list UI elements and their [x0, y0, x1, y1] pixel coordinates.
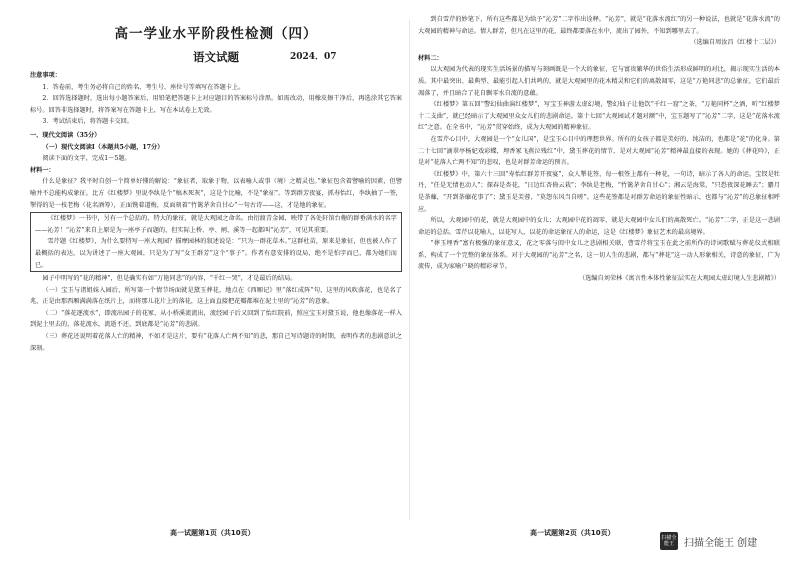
material-label: 材料一：	[30, 166, 55, 174]
notice-item: 2．回答选择题时，选出每小题答案后，用铅笔把答题卡上对应题目的答案标号涂黑。如需改动，用橡皮擦干净后，再选涂其它答案标号。回答非选择题时，将答案写在答题卡上，写在本试卷上无效。	[30, 95, 402, 114]
paragraph: （二）“落花逐流水”，即流出园子的花冢，从小桥溪流流出，流经园子后又回到了怡红院前，照应宝玉对黛玉说，他也像落花一样入到泥土里去的，落花流水，流逝不还，到底都是“沁芳”的悲剧。	[30, 309, 402, 329]
paragraph: 在雪芹心目中，大观园是一个“女儿国”，是宝玉心目中的理想世界。所有的女孩子都是美好的、纯洁的，也都是“花”的化身。第二十七回“滴翠亭杨妃戏彩蝶，埋香冢飞燕泣残红”中，黛玉葬花的情节，是对大观园“沁芳”精神最直接的表现。她的《葬花吟》，正是对“花落人亡两不知”的悲叹，也是对群芳命运的预言。	[418, 135, 780, 167]
source-note: （选编自周汝昌《红楼十二层》）	[690, 39, 780, 47]
paragraph: （一）宝玉与诸姐妹入园后，所写第一个情节场面就是黛玉葬花，地点在《西厢记》里“落红成阵”句，这里的风吹落花，也是名了兆，正是由那西厢满满落在纸片上，而将那儿花片上的落花，这上面直接把花瓣都堆在泥土里的“沁芳”的意象。	[30, 286, 402, 306]
watermark-text: 扫描全能王 创建	[684, 537, 758, 549]
notice-item: 3．考试结束后，将答题卡交回。	[42, 118, 133, 126]
notice-title: 注意事项：	[30, 72, 61, 79]
paragraph: 到自雪芹的妙笔下，所有这些都是为给予“沁芳”二字作出诠释。“沁芳”，就是“花落水流红”的另一种说法，也就是“花落水流”的大观园的精神与命运。情人群芳，但凡在这里的花，最终都要落在水中，流出了园外，不知到哪里去了。	[418, 16, 780, 35]
instruction: 阅读下面的文字，完成1～5题。	[42, 155, 131, 163]
paragraph: （三）葬花还说明着花落人亡的精神，不如才是这片，要有“花落人亡两不知”的悲，那自己写诗题诗的时期，表明作者的悲剧意识之深刻。	[30, 333, 402, 352]
paragraph: “葬玉埋香”富有极强的象征意义，花之零落与闺中女儿之悲剧相关联，曹雪芹将宝玉在此之前所作的诗词歌赋与葬花仪式相联系，构成了一个完整的象征体系。对于大观园的“沁芳”之名，这一切人生的悲剧，都与“葬花”这一动人形象相关，诗意的象征，广为流传，成为家喻户晓的精彩章节。	[418, 240, 780, 271]
paragraph: 《红楼梦》中，第六十三回“寿怡红群芳开夜宴”，众人掣花签，每一根签上都有一种花，一句诗，暗示了各人的命运。宝钗是牡丹，“任是无情也动人”；探春是杏花，“日边红杏倚云栽”；李纨是老梅，“竹篱茅舍自甘心”；湘云是海棠，“只恐夜深花睡去”；麝月是荼蘼，“开到荼蘼花事了”；黛玉是芙蓉，“莫怨东风当自嗟”。这些花签都是对群芳命运的象征性暗示，也都与“沁芳”的总象征相呼应。	[418, 170, 780, 213]
exam-subtitle: 语文试题	[193, 50, 239, 64]
page-divider	[409, 20, 410, 520]
page-2	[418, 14, 780, 514]
section-heading: 一、现代文阅读（35分）	[30, 131, 101, 139]
page-1	[30, 14, 402, 514]
boxed-passage	[30, 212, 402, 272]
paragraph: 以大观园为代表的现实生活场景的描写与刻画既是一个大的象征，它与富贵繁华的世俗生活形成鲜明的对比，揭示现实生活的本质。其中最突出、最典型、最能引起人们共鸣的，就是大观园里的花木精灵和它们的离散凋零，这是“万艳同悲”的总象征，它们最后凋落了，并且暗合了花自飘零水自流的意蕴。	[418, 66, 780, 97]
material-label: 材料二：	[418, 54, 443, 62]
paragraph: 什么是象征？我平时自创一个简单好懂的解说：“象征者，取象于物，以表喻人或事（境）之精灵也。”象征包含着譬喻的因素，但譬喻并不总能构成象征。比方《红楼梦》里说李纨是个“槁木死灰”，这是个比喻，不是“象征”。等到群芳夜宴，抓寿怡红，李纨抽了一签，掣得的是一枝老梅（花名酒筹），正面镌着道梅，反面刻着“竹篱茅舍自甘心”一句古诗——这，才是地的象征。	[30, 178, 402, 209]
paragraph: 雪芹题《红楼梦》，为什么要特写一座大观园？描摩园林的叙述说是：“只为一群花草木。”这群杜苗，原来是象征，但也被人作了最概括的表达，以为讲述了一座大观园，只是为了写“女王群芳”这个“事子”。作者有意安排的设局，绝不是怕字而已，都为她们而已。	[35, 238, 397, 269]
page-footer: 高一试题第2页（共10页）	[530, 529, 615, 537]
source-note: （选编自刘荣林《寓言性本体性象征层实在大观园太虚幻境人生悲剧精》）	[578, 275, 780, 283]
scanner-watermark	[660, 531, 757, 551]
notice-item: 1．答卷前，考生务必将自己的姓名、考生号、座位号等填写在答题卡上。	[42, 83, 245, 91]
paragraph: 园子中明写的“花的精神”，但是确实有如“万艳同悲”的内容，“千红一哭”，才是最后的结局。	[42, 275, 297, 283]
page-footer: 高一试题第1页（共10页）	[170, 529, 255, 537]
scanner-logo-icon: 扫描全能王	[660, 532, 678, 550]
exam-title: 高一学业水平阶段性检测（四）	[114, 26, 318, 42]
paragraph: 《红楼梦》一书中，另有一个总括的、特大的象征，就是大观园之命名。由衍渡青金园，映带了各处轩馆台榭的群垂满水的名字——沁芳！“沁芳”来自上原是为一座亭子而题的，但实际上桥、亭、闸、溪等一起都叫“沁芳”，可见其重要。	[35, 215, 397, 234]
paragraph: 《红楼梦》第五回“警幻仙曲演红楼梦”，写宝玉神游太虚幻境，警幻仙子让他饮“千红一窟”之茶，“万艳同杯”之酒，听“红楼梦十二支曲”，就已经暗示了大观园里众女儿们的悲剧命运。第十七回“大观园试才题对额”中，宝玉题写了“沁芳”二字，这是“花落水流红”之意。在全书中，“沁芳”贯穿始终，成为大观园的精神象征。	[418, 101, 780, 132]
subtitle-row	[30, 49, 402, 66]
paragraph: 所以，大观园中的花，就是大观园中的女儿；大观园中花的凋零，就是大观园中女儿们的离散死亡。“沁芳”二字，正是这一悲剧命运的总括。雪芹以花喻人，以花写人，以花的命运象征人的命运，这是《红楼梦》象征艺术的最高境界。	[418, 217, 780, 236]
exam-date: 2024．07	[290, 52, 337, 62]
subsection-heading: （一）现代文阅读Ⅰ（本题共5小题，17分）	[42, 143, 164, 151]
